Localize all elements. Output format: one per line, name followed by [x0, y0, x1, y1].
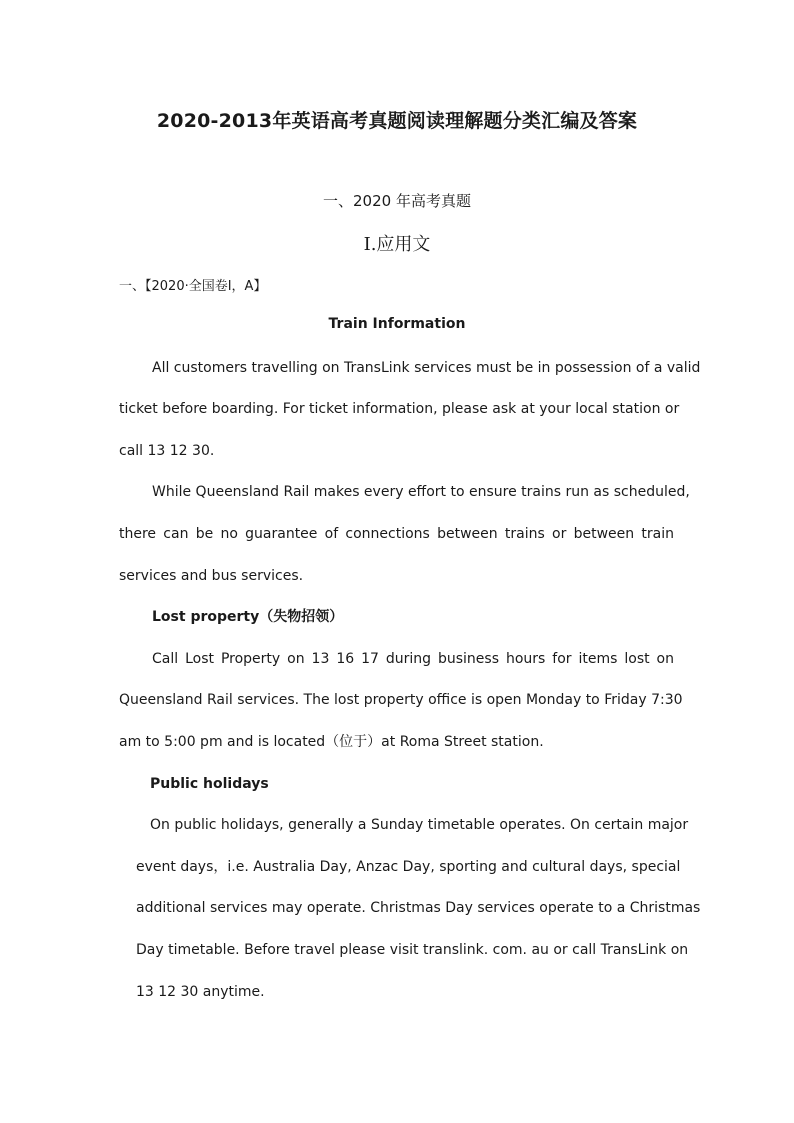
paragraph-line: On public holidays, generally a Sunday timetable operates. On certain major: [150, 817, 689, 833]
paragraph-line: Day timetable. Before travel please visit translink. com. au or call TransLink on: [136, 942, 689, 958]
paragraph-line: there can be no guarantee of connections between trains or between train: [119, 526, 674, 542]
passage-title: Train Information: [328, 316, 466, 332]
paragraph-line: event days，i.e. Australia Day, Anzac Day, sporting and cultural days, special: [136, 859, 681, 875]
paragraph-line: While Queensland Rail makes every effort to ensure trains run as scheduled,: [152, 484, 690, 500]
paragraph-line: Call Lost Property on 13 16 17 during business hours for items lost on: [152, 651, 674, 667]
paragraph-line: am to 5:00 pm and is located（位于）at Roma Street station.: [119, 734, 544, 750]
paragraph-line: All customers travelling on TransLink services must be in possession of a valid: [152, 360, 701, 376]
paragraph-line: 13 12 30 anytime.: [136, 984, 265, 1000]
public-holidays-heading: Public holidays: [150, 776, 269, 792]
paragraph-line: Queensland Rail services. The lost property office is open Monday to Friday 7:30: [119, 692, 683, 708]
question-source: 一、【2020·全国卷Ⅰ，A】: [119, 279, 267, 294]
lost-property-heading: Lost property（失物招领）: [152, 609, 344, 625]
section-heading: 一、2020 年高考真题: [323, 192, 471, 210]
document-title: 2020-2013年英语高考真题阅读理解题分类汇编及答案: [156, 110, 638, 132]
paragraph-line: services and bus services.: [119, 568, 304, 584]
paragraph-line: additional services may operate. Christmas Day services operate to a Christmas: [136, 900, 701, 916]
subsection-heading: I.应用文: [363, 234, 431, 255]
paragraph-line: ticket before boarding. For ticket information, please ask at your local station or: [119, 401, 680, 417]
paragraph-line: call 13 12 30.: [119, 443, 215, 459]
